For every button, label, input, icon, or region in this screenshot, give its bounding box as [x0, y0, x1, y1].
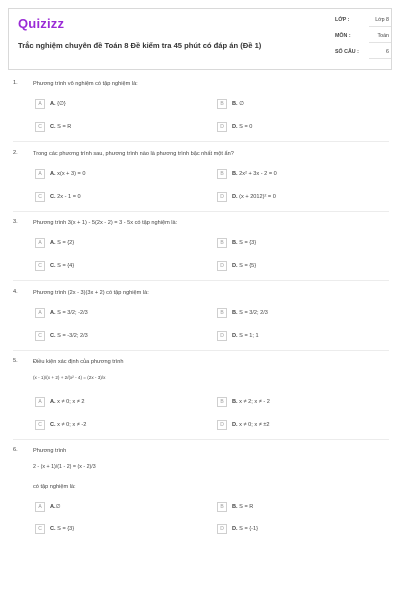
- quizizz-logo: Quizizz: [18, 16, 65, 31]
- option-text: (x + 2012)² = 0: [239, 194, 276, 200]
- option-text: x(x + 3) = 0: [57, 171, 86, 177]
- option-label: D.: [232, 263, 238, 269]
- option-letter: C: [35, 192, 45, 202]
- option-c[interactable]: [35, 122, 195, 134]
- option-label: C.: [50, 263, 56, 269]
- option-label: B.: [232, 504, 238, 510]
- option-text: S = {2}: [57, 240, 75, 246]
- option-a[interactable]: [35, 169, 195, 181]
- option-c[interactable]: [35, 524, 195, 536]
- question-5: [13, 358, 389, 438]
- question-text: Phương trình 3(x + 1) - 5(2x - 2) = 3 - 5x có tập nghiệm là:: [33, 220, 178, 226]
- option-c[interactable]: [35, 420, 195, 432]
- meta-count-value: 6: [386, 49, 389, 55]
- meta-subject: [335, 33, 391, 44]
- option-letter: A: [35, 238, 45, 248]
- option-text: x ≠ 0; x ≠ 2: [57, 399, 85, 405]
- option-letter: A: [35, 99, 45, 109]
- option-label: B.: [232, 240, 238, 246]
- option-label: B.: [232, 101, 238, 107]
- option-a[interactable]: [35, 397, 195, 409]
- question-number: 2.: [13, 150, 18, 156]
- option-d[interactable]: [217, 524, 377, 536]
- option-label: D.: [232, 124, 238, 130]
- question-2: [13, 150, 389, 210]
- option-c[interactable]: [35, 192, 195, 204]
- meta-divider: [369, 26, 391, 27]
- question-number: 1.: [13, 80, 18, 86]
- question-divider: [13, 211, 389, 212]
- question-divider: [13, 280, 389, 281]
- option-text: 2x² + 3x - 2 = 0: [239, 171, 277, 177]
- option-letter: B: [217, 99, 227, 109]
- question-text: Phương trình: [33, 448, 67, 454]
- option-letter: D: [217, 331, 227, 341]
- option-label: D.: [232, 422, 238, 428]
- option-d[interactable]: [217, 192, 377, 204]
- option-label: C.: [50, 333, 56, 339]
- option-letter: C: [35, 331, 45, 341]
- meta-count-label: SỐ CÂU :: [335, 49, 359, 55]
- option-label: B.: [232, 171, 238, 177]
- meta-subject-label: MÔN :: [335, 33, 351, 39]
- option-text: S = R: [57, 124, 72, 130]
- question-number: 5.: [13, 358, 18, 364]
- question-number: 4.: [13, 289, 18, 295]
- option-letter: B: [217, 238, 227, 248]
- question-1: [13, 80, 389, 140]
- option-text: S = -3/2; 2/3: [57, 333, 88, 339]
- option-letter: B: [217, 169, 227, 179]
- option-text: S = {3}: [57, 526, 75, 532]
- option-a[interactable]: [35, 308, 195, 320]
- option-d[interactable]: [217, 261, 377, 273]
- question-text: Phương trình (2x - 3)(3x + 2) có tập nghiệm là:: [33, 290, 149, 296]
- quiz-title: Trắc nghiệm chuyên đề Toán 8 Đề kiểm tra 45 phút có đáp án (Đề 1): [18, 41, 262, 50]
- option-d[interactable]: [217, 331, 377, 343]
- option-letter: D: [217, 192, 227, 202]
- option-letter: C: [35, 420, 45, 430]
- option-text: S = R: [239, 504, 254, 510]
- option-letter: D: [217, 420, 227, 430]
- option-text: S = 0: [239, 124, 253, 130]
- option-b[interactable]: [217, 397, 377, 409]
- option-b[interactable]: [217, 238, 377, 250]
- option-text: x ≠ 2; x ≠ - 2: [239, 399, 270, 405]
- option-text: 2x - 1 = 0: [57, 194, 81, 200]
- option-c[interactable]: [35, 331, 195, 343]
- option-text: ∅: [239, 101, 245, 107]
- option-a[interactable]: [35, 238, 195, 250]
- option-a[interactable]: [35, 99, 195, 111]
- option-d[interactable]: [217, 420, 377, 432]
- question-text: Trong các phương trình sau, phương trình nào là phương trình bậc nhất một ẩn?: [33, 151, 234, 157]
- option-label: C.: [50, 124, 56, 130]
- option-letter: C: [35, 122, 45, 132]
- question-6: [13, 447, 389, 547]
- question-number: 6.: [13, 447, 18, 453]
- option-label: A.: [50, 310, 56, 316]
- option-b[interactable]: [217, 99, 377, 111]
- option-letter: D: [217, 524, 227, 534]
- question-divider: [13, 141, 389, 142]
- option-label: D.: [232, 333, 238, 339]
- question-number: 3.: [13, 219, 18, 225]
- option-letter: A: [35, 502, 45, 512]
- question-divider: [13, 439, 389, 440]
- question-equation: (x - 1)/(x + 2) + 2/(x² - 4) = (2x - 3)/x: [33, 375, 106, 380]
- option-text: S = {4}: [57, 263, 75, 269]
- question-text-continued: có tập nghiệm là:: [33, 484, 76, 490]
- option-b[interactable]: [217, 502, 377, 514]
- option-letter: A: [35, 308, 45, 318]
- quiz-header: [8, 8, 392, 70]
- option-text: ∅: [55, 504, 61, 510]
- option-text: S = {5}: [239, 263, 257, 269]
- option-label: A.: [50, 101, 56, 107]
- option-text: x ≠ 0; x ≠ ±2: [239, 422, 270, 428]
- option-label: A.: [50, 171, 56, 177]
- option-letter: B: [217, 397, 227, 407]
- option-text: S = 3/2; 2/3: [239, 310, 268, 316]
- option-text: S = 3/2; -2/3: [57, 310, 88, 316]
- option-text: {∅}: [57, 101, 66, 107]
- option-label: C.: [50, 526, 56, 532]
- option-text: S = {-1}: [239, 526, 258, 532]
- meta-divider: [369, 58, 391, 59]
- option-label: A.: [50, 240, 56, 246]
- meta-class-value: Lớp 8: [375, 17, 389, 23]
- question-equation: 2 - (x + 1)/(1 - 2) = (x - 2)/3: [33, 464, 96, 470]
- meta-count: [335, 49, 391, 60]
- option-label: D.: [232, 194, 238, 200]
- question-4: [13, 289, 389, 349]
- question-text: Phương trình vô nghiệm có tập nghiệm là:: [33, 81, 138, 87]
- option-letter: D: [217, 122, 227, 132]
- option-c[interactable]: [35, 261, 195, 273]
- option-label: A.: [50, 399, 56, 405]
- option-letter: A: [35, 397, 45, 407]
- option-letter: C: [35, 524, 45, 534]
- meta-class-label: LỚP :: [335, 17, 350, 23]
- option-text: S = {3}: [239, 240, 257, 246]
- option-text: x ≠ 0; x ≠ -2: [57, 422, 87, 428]
- meta-class: [335, 17, 391, 28]
- question-text: Điều kiện xác định của phương trình: [33, 359, 124, 365]
- question-3: [13, 219, 389, 279]
- option-label: B.: [232, 310, 238, 316]
- question-divider: [13, 350, 389, 351]
- option-text: S = 1; 1: [239, 333, 259, 339]
- option-label: C.: [50, 194, 56, 200]
- option-a[interactable]: [35, 502, 195, 514]
- option-b[interactable]: [217, 169, 377, 181]
- option-letter: A: [35, 169, 45, 179]
- option-d[interactable]: [217, 122, 377, 134]
- option-label: D.: [232, 526, 238, 532]
- option-label: C.: [50, 422, 56, 428]
- option-letter: C: [35, 261, 45, 271]
- option-b[interactable]: [217, 308, 377, 320]
- meta-subject-value: Toán: [377, 33, 389, 39]
- option-letter: D: [217, 261, 227, 271]
- option-label: B.: [232, 399, 238, 405]
- meta-divider: [369, 42, 391, 43]
- option-letter: B: [217, 308, 227, 318]
- option-label: A.: [50, 504, 56, 510]
- option-letter: B: [217, 502, 227, 512]
